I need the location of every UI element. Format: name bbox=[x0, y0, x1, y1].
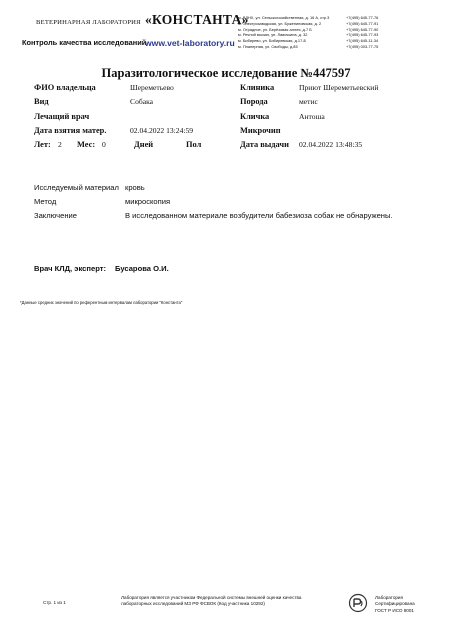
phone-number: +7(495) 645-77-91 bbox=[346, 20, 379, 26]
method-value: микроскопия bbox=[125, 197, 171, 206]
date-taken-label: Дата взятия матер. bbox=[34, 126, 107, 135]
vet-label: Лечащий врач bbox=[34, 112, 90, 121]
clinic-value: Приют Шереметьевский bbox=[299, 83, 379, 92]
clinic-label: Клиника bbox=[240, 83, 275, 92]
breed-label: Порода bbox=[240, 97, 268, 106]
nickname-value: Антоша bbox=[299, 112, 325, 121]
method-label: Метод bbox=[34, 197, 57, 206]
phone-number: +7(495) 645-77-93 bbox=[346, 32, 379, 38]
page-number: Стр. 1 из 1 bbox=[43, 600, 66, 605]
reference-note: *Данные средних значений по референтным интервалам лаборатории "Константа" bbox=[20, 300, 183, 305]
signature-label: Врач КЛД, эксперт: bbox=[34, 264, 106, 273]
address-line: м. Бибирево, ул. Бибиревская, д.17-Б bbox=[238, 38, 307, 44]
months-value: 0 bbox=[102, 140, 106, 149]
certification-line: ГОСТ Р ИСО 9001 bbox=[375, 607, 414, 613]
material-label: Исследуемый материал bbox=[34, 183, 119, 192]
lab-brand: «КОНСТАНТА» bbox=[145, 12, 249, 27]
phone-number: +7(495) 645-11-34 bbox=[346, 38, 379, 44]
issue-date-label: Дата выдачи bbox=[240, 140, 289, 149]
species-value: Собака bbox=[130, 97, 154, 106]
breed-value: метис bbox=[299, 97, 318, 106]
address-list bbox=[238, 15, 329, 50]
material-value: кровь bbox=[125, 183, 145, 192]
issue-date-value: 02.04.2022 13:48:35 bbox=[299, 140, 363, 149]
participation-line: Лаборатория является участником Федеральной системы внешней оценки качества bbox=[121, 595, 302, 600]
lab-name: ВЕТЕРИНАРНАЯ ЛАБОРАТОРИЯ bbox=[36, 19, 141, 26]
document-title: Паразитологическое исследование №447597 bbox=[101, 66, 351, 80]
phone-list bbox=[346, 15, 378, 50]
months-label: Мес: bbox=[77, 140, 96, 149]
nickname-label: Кличка bbox=[240, 112, 270, 121]
address-line: м. ВДНХ, ул. Сельскохозяйственная, д. 16 А, стр.3 bbox=[238, 15, 330, 20]
years-label: Лет: bbox=[34, 140, 51, 149]
participation-line: лабораторных исследований МЗ РФ ФСВОК (Код участника 10292) bbox=[121, 601, 265, 607]
phone-number: +7(495) 645-77-90 bbox=[346, 26, 379, 32]
conclusion-label: Заключение bbox=[34, 211, 78, 220]
phone-number: +7(495) 645-77-76 bbox=[346, 15, 379, 20]
owner-label: ФИО владельца bbox=[34, 83, 96, 92]
chip-label: Микрочип bbox=[240, 126, 281, 135]
participation-text bbox=[121, 595, 301, 608]
address-line: м. Речной вокзал, ул. Лавочкина, д. 32 bbox=[238, 32, 308, 38]
years-value: 2 bbox=[58, 140, 62, 149]
certification-line: Лаборатория bbox=[375, 595, 403, 600]
website-link[interactable]: www.vet-laboratory.ru bbox=[145, 38, 235, 48]
owner-value: Шереметьево bbox=[130, 83, 174, 92]
address-line: м. Отрадное, ул. Берёзовая аллея, д.7 Б bbox=[238, 26, 312, 32]
date-taken-value: 02.04.2022 13:24:59 bbox=[130, 126, 194, 135]
certification-text bbox=[375, 595, 415, 614]
address-line: м. Планерная, ул. Свободы, д.85 bbox=[238, 43, 298, 49]
sex-label: Пол bbox=[186, 140, 202, 149]
conclusion-value: В исследованном материале возбудители бабезиоза собак не обнаружены. bbox=[125, 211, 393, 220]
species-label: Вид bbox=[34, 97, 49, 106]
certification-line: Сертифицирована bbox=[375, 601, 415, 607]
certification-logo-icon bbox=[348, 593, 368, 613]
signature-name: Бусарова О.И. bbox=[115, 264, 169, 273]
quality-tagline: Контроль качества исследований bbox=[22, 38, 147, 47]
days-label: Дней bbox=[134, 140, 154, 149]
phone-number: +7(495) 003-77-75 bbox=[346, 43, 379, 49]
address-line: м. Электрозаводская, ул. Бужениновская, д. 2 bbox=[238, 20, 322, 26]
